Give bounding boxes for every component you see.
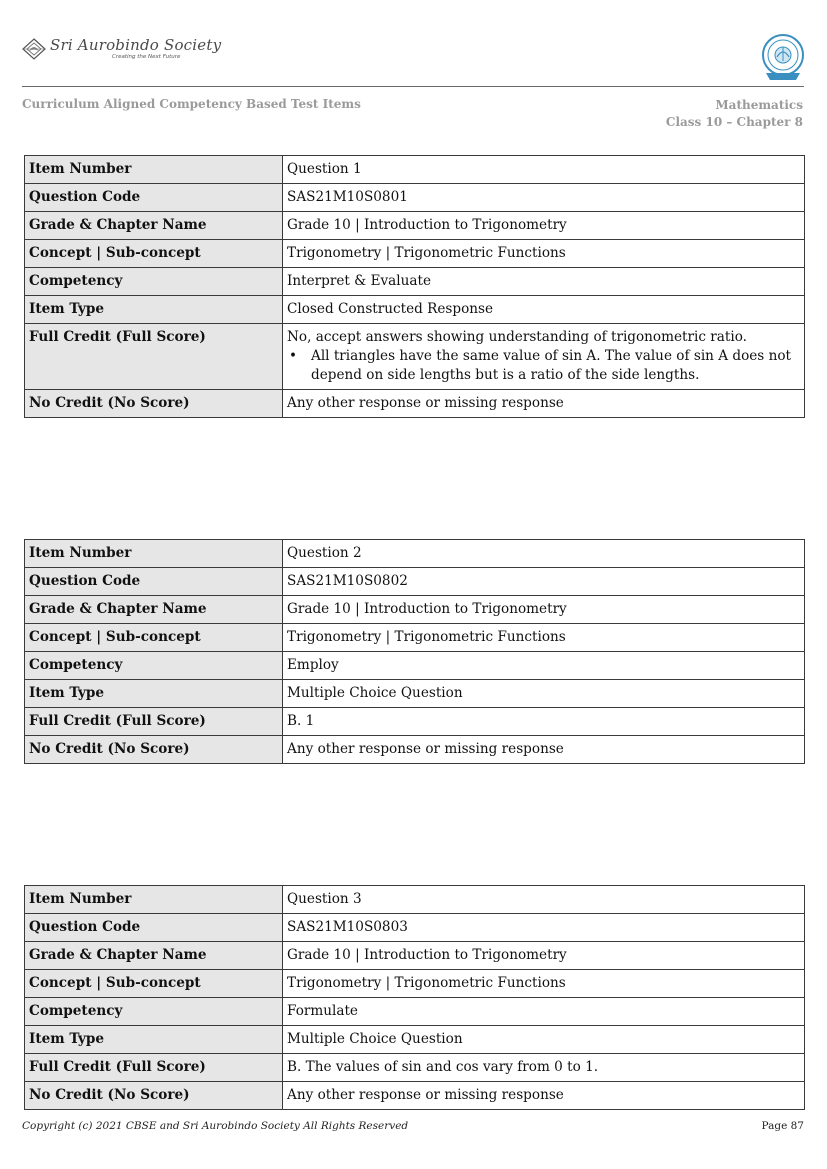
table-row	[25, 268, 805, 296]
full-credit-text: No, accept answers showing understanding of trigonometric ratio.	[287, 329, 747, 345]
question-code-label: Question Code	[25, 914, 283, 942]
full-credit-bullet	[287, 347, 800, 385]
question-code-label: Question Code	[25, 568, 283, 596]
table-row	[25, 914, 805, 942]
bullet-symbol: •	[289, 348, 298, 364]
no-credit-label: No Credit (No Score)	[25, 736, 283, 764]
full-credit-label: Full Credit (Full Score)	[25, 1054, 283, 1082]
question-code-value: SAS21M10S0802	[283, 568, 805, 596]
class-chapter-label: Class 10 – Chapter 8	[665, 115, 803, 129]
item-number-value: Question 2	[283, 540, 805, 568]
concept-value: Trigonometry | Trigonometric Functions	[283, 970, 805, 998]
table-row	[25, 1054, 805, 1082]
competency-label: Competency	[25, 652, 283, 680]
item-number-value: Question 1	[283, 156, 805, 184]
no-credit-label: No Credit (No Score)	[25, 1082, 283, 1110]
cbse-seal-logo	[760, 33, 806, 87]
item-number-label: Item Number	[25, 156, 283, 184]
logo-name: Sri Aurobindo Society	[50, 36, 222, 54]
full-credit-value: B. 1	[283, 708, 805, 736]
cbse-seal-icon	[760, 33, 806, 83]
subject-label: Mathematics	[715, 98, 803, 112]
full-credit-value	[283, 324, 805, 390]
table-row	[25, 212, 805, 240]
concept-value: Trigonometry | Trigonometric Functions	[283, 240, 805, 268]
grade-chapter-label: Grade & Chapter Name	[25, 596, 283, 624]
item-type-value: Multiple Choice Question	[283, 1026, 805, 1054]
document-title: Curriculum Aligned Competency Based Test Items	[22, 97, 361, 111]
item-table-question-2	[24, 539, 805, 764]
concept-label: Concept | Sub-concept	[25, 624, 283, 652]
table-row	[25, 596, 805, 624]
item-type-label: Item Type	[25, 680, 283, 708]
no-credit-value: Any other response or missing response	[283, 736, 805, 764]
table-row	[25, 942, 805, 970]
grade-chapter-value: Grade 10 | Introduction to Trigonometry	[283, 212, 805, 240]
full-credit-bullet-text: All triangles have the same value of sin A. The value of sin A does not depend on side lengths but is a ratio of the side lengths.	[311, 348, 792, 383]
competency-label: Competency	[25, 268, 283, 296]
table-row	[25, 708, 805, 736]
table-row	[25, 624, 805, 652]
competency-value: Employ	[283, 652, 805, 680]
table-row	[25, 652, 805, 680]
table-row	[25, 184, 805, 212]
table-row	[25, 240, 805, 268]
no-credit-label: No Credit (No Score)	[25, 390, 283, 418]
grade-chapter-value: Grade 10 | Introduction to Trigonometry	[283, 596, 805, 624]
grade-chapter-label: Grade & Chapter Name	[25, 942, 283, 970]
logo-tagline: Creating the Next Future	[112, 54, 181, 60]
item-table-question-3	[24, 885, 805, 1110]
grade-chapter-value: Grade 10 | Introduction to Trigonometry	[283, 942, 805, 970]
table-row	[25, 296, 805, 324]
item-number-label: Item Number	[25, 540, 283, 568]
item-type-value: Multiple Choice Question	[283, 680, 805, 708]
subject-class-block	[666, 97, 803, 131]
table-row	[25, 156, 805, 184]
concept-label: Concept | Sub-concept	[25, 970, 283, 998]
full-credit-value: B. The values of sin and cos vary from 0 to 1.	[283, 1054, 805, 1082]
table-row	[25, 970, 805, 998]
item-number-value: Question 3	[283, 886, 805, 914]
question-code-value: SAS21M10S0803	[283, 914, 805, 942]
no-credit-value: Any other response or missing response	[283, 1082, 805, 1110]
question-code-label: Question Code	[25, 184, 283, 212]
full-credit-label: Full Credit (Full Score)	[25, 708, 283, 736]
grade-chapter-label: Grade & Chapter Name	[25, 212, 283, 240]
no-credit-value: Any other response or missing response	[283, 390, 805, 418]
item-type-label: Item Type	[25, 1026, 283, 1054]
item-type-value: Closed Constructed Response	[283, 296, 805, 324]
table-row	[25, 680, 805, 708]
table-row	[25, 390, 805, 418]
header-divider	[22, 86, 804, 87]
table-row	[25, 1026, 805, 1054]
table-row	[25, 568, 805, 596]
competency-label: Competency	[25, 998, 283, 1026]
competency-value: Formulate	[283, 998, 805, 1026]
item-number-label: Item Number	[25, 886, 283, 914]
page-number: Page 87	[761, 1120, 804, 1132]
competency-value: Interpret & Evaluate	[283, 268, 805, 296]
sri-aurobindo-society-logo	[22, 38, 221, 61]
table-row	[25, 886, 805, 914]
item-table-question-1	[24, 155, 805, 418]
table-row	[25, 1082, 805, 1110]
copyright-notice: Copyright (c) 2021 CBSE and Sri Aurobindo Society All Rights Reserved	[22, 1120, 409, 1132]
concept-label: Concept | Sub-concept	[25, 240, 283, 268]
table-row	[25, 998, 805, 1026]
question-code-value: SAS21M10S0801	[283, 184, 805, 212]
full-credit-label: Full Credit (Full Score)	[25, 324, 283, 390]
item-type-label: Item Type	[25, 296, 283, 324]
table-row	[25, 736, 805, 764]
concept-value: Trigonometry | Trigonometric Functions	[283, 624, 805, 652]
lotus-emblem-icon	[22, 38, 46, 60]
table-row	[25, 540, 805, 568]
table-row	[25, 324, 805, 390]
